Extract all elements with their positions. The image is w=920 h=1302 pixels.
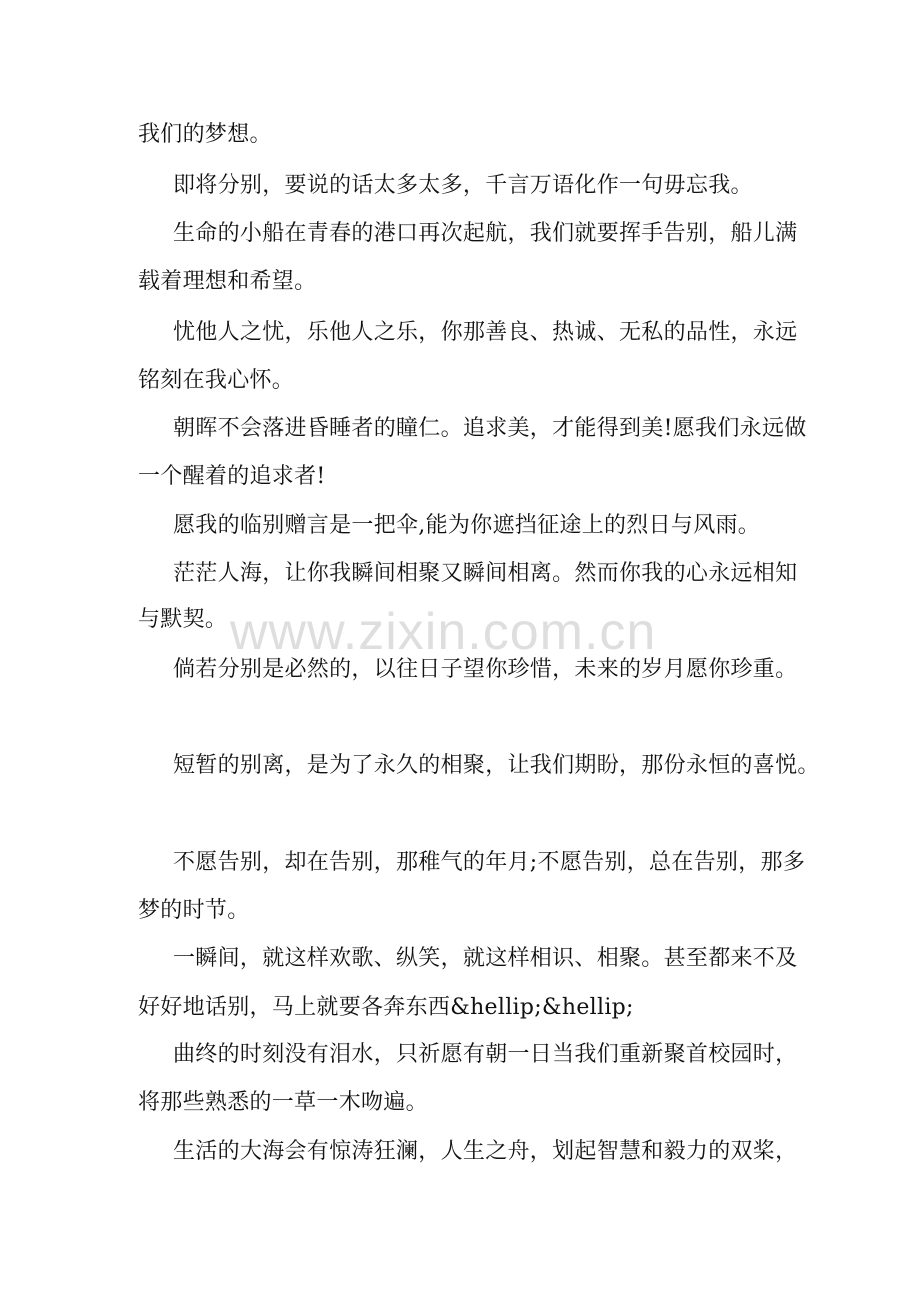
text-line: 载着理想和希望。 <box>138 269 317 294</box>
text-line: 生活的大海会有惊涛狂澜，人生之舟，划起智慧和毅力的双桨， <box>173 1139 798 1164</box>
text-line: 与默契。 <box>138 607 228 632</box>
text-line: 愿我的临别赠言是一把伞,能为你遮挡征途上的烈日与风雨。 <box>173 513 761 538</box>
text-line: 茫茫人海，让你我瞬间相聚又瞬间相离。然而你我的心永远相知 <box>173 561 798 586</box>
text-line: 不愿告别，却在告别，那稚气的年月;不愿告别，总在告别，那多 <box>173 850 806 875</box>
text-line: 将那些熟悉的一草一木吻遍。 <box>138 1090 428 1115</box>
text-line: 忧他人之忧，乐他人之乐，你那善良、热诚、无私的品性，永远 <box>173 320 798 345</box>
text-line: 一瞬间，就这样欢歌、纵笑，就这样相识、相聚。甚至都来不及 <box>173 946 798 971</box>
watermark: www.zixin.com.cn <box>230 603 657 661</box>
text-line: 生命的小船在青春的港口再次起航，我们就要挥手告别，船儿满 <box>173 221 798 246</box>
text-line: 铭刻在我心怀。 <box>138 368 295 393</box>
text-line: 我们的梦想。 <box>138 122 272 147</box>
text-line: 梦的时节。 <box>138 898 250 923</box>
text-line: 朝晖不会落进昏睡者的瞳仁。追求美，才能得到美!愿我们永远做 <box>173 416 807 441</box>
text-line: 短暂的别离，是为了永久的相聚，让我们期盼，那份永恒的喜悦。 <box>173 753 820 778</box>
text-line: 即将分别，要说的话太多太多，千言万语化作一句毋忘我。 <box>173 173 753 198</box>
text-line: 一个醒着的追求者! <box>138 464 326 489</box>
text-line: 曲终的时刻没有泪水，只祈愿有朝一日当我们重新聚首校园时， <box>173 1042 798 1067</box>
text-line: 倘若分别是必然的，以往日子望你珍惜，未来的岁月愿你珍重。 <box>173 657 798 682</box>
text-line: 好好地话别，马上就要各奔东西&hellip;&hellip; <box>138 995 634 1020</box>
